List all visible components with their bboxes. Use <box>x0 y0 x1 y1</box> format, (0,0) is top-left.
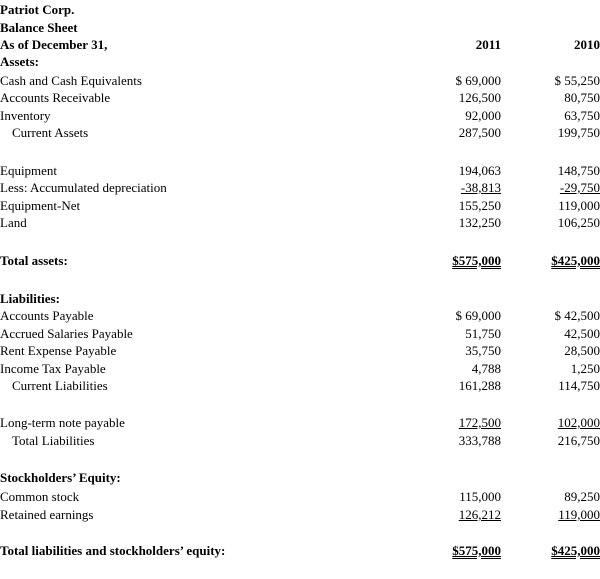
value-2010: 119,000 <box>558 507 600 522</box>
value-2010: 80,750 <box>564 90 600 105</box>
equipment-row <box>0 162 600 179</box>
year-2010-header: 2010 <box>574 37 600 52</box>
equity-heading-row <box>0 469 600 486</box>
accumulated-depreciation-row <box>0 179 600 196</box>
value-2011: 132,250 <box>458 215 501 230</box>
value-2010: $425,000 <box>551 253 600 268</box>
assets-heading-row <box>0 53 600 70</box>
row-label: Retained earnings <box>0 507 94 522</box>
value-2010: 148,750 <box>557 163 600 178</box>
value-2011: $ 69,000 <box>455 73 501 88</box>
liabilities-heading: Liabilities: <box>0 291 60 306</box>
row-label: Current Liabilities <box>12 378 108 393</box>
row-label: Inventory <box>0 108 51 123</box>
row-label: Equipment <box>0 163 58 178</box>
value-2011: 92,000 <box>465 108 501 123</box>
value-2010: $ 42,500 <box>554 308 600 323</box>
as-of-date: As of December 31, <box>0 37 108 52</box>
value-2010: 1,250 <box>570 361 600 376</box>
inventory-row <box>0 107 600 124</box>
value-2011: 333,788 <box>458 433 501 448</box>
value-2011: -38,813 <box>460 180 501 195</box>
value-2011: 51,750 <box>465 326 501 341</box>
value-2011: 4,788 <box>471 361 501 376</box>
income-tax-payable-row <box>0 360 600 377</box>
title-row <box>0 19 600 36</box>
total-liabilities-equity-row <box>0 542 600 559</box>
liabilities-heading-row <box>0 290 600 307</box>
value-2010: 119,000 <box>558 198 600 213</box>
retained-earnings-row <box>0 506 600 523</box>
value-2010: 106,250 <box>557 215 600 230</box>
row-label: Land <box>0 215 27 230</box>
row-label: Less: Accumulated depreciation <box>0 180 167 195</box>
value-2010: 63,750 <box>564 108 600 123</box>
value-2011: $ 69,000 <box>455 308 501 323</box>
value-2010: 114,750 <box>558 378 600 393</box>
value-2011: 126,212 <box>458 507 501 522</box>
salaries-payable-row <box>0 325 600 342</box>
statement-title: Balance Sheet <box>0 20 78 35</box>
value-2010: -29,750 <box>559 180 600 195</box>
row-label: Total assets: <box>0 253 68 268</box>
long-term-note-row <box>0 414 600 431</box>
current-assets-row <box>0 124 600 141</box>
cash-row <box>0 72 600 89</box>
receivable-row <box>0 89 600 106</box>
current-liabilities-row <box>0 377 600 394</box>
company-name: Patriot Corp. <box>0 2 75 17</box>
row-label: Accounts Receivable <box>0 90 111 105</box>
value-2011: 161,288 <box>458 378 501 393</box>
value-2011: 115,000 <box>459 489 501 504</box>
total-assets-row <box>0 252 600 269</box>
value-2010: 42,500 <box>564 326 600 341</box>
total-liabilities-row <box>0 432 600 449</box>
company-row <box>0 1 600 18</box>
assets-heading: Assets: <box>0 54 39 69</box>
row-label: Accounts Payable <box>0 308 94 323</box>
row-label: Current Assets <box>12 125 89 140</box>
value-2011: 194,063 <box>458 163 501 178</box>
value-2011: $575,000 <box>452 543 501 558</box>
value-2010: 102,000 <box>557 415 600 430</box>
rent-payable-row <box>0 342 600 359</box>
value-2011: 172,500 <box>458 415 501 430</box>
row-label: Long-term note payable <box>0 415 125 430</box>
value-2010: 89,250 <box>564 489 600 504</box>
row-label: Accrued Salaries Payable <box>0 326 133 341</box>
row-label: Equipment-Net <box>0 198 81 213</box>
row-label: Common stock <box>0 489 80 504</box>
land-row <box>0 214 600 231</box>
row-label: Total liabilities and stockholders’ equity: <box>0 543 226 558</box>
accounts-payable-row <box>0 307 600 324</box>
row-label: Total Liabilities <box>12 433 95 448</box>
value-2011: 126,500 <box>458 90 501 105</box>
value-2011: 35,750 <box>465 343 501 358</box>
row-label: Cash and Cash Equivalents <box>0 73 142 88</box>
value-2010: $425,000 <box>551 543 600 558</box>
value-2011: 155,250 <box>458 198 501 213</box>
row-label: Income Tax Payable <box>0 361 106 376</box>
value-2010: 216,750 <box>557 433 600 448</box>
equipment-net-row <box>0 197 600 214</box>
row-label: Rent Expense Payable <box>0 343 117 358</box>
value-2011: 287,500 <box>458 125 501 140</box>
value-2010: 28,500 <box>564 343 600 358</box>
year-2011-header: 2011 <box>475 37 501 52</box>
common-stock-row <box>0 488 600 505</box>
as-of-row <box>0 36 600 53</box>
value-2011: $575,000 <box>452 253 501 268</box>
value-2010: $ 55,250 <box>554 73 600 88</box>
value-2010: 199,750 <box>557 125 600 140</box>
equity-heading: Stockholders’ Equity: <box>0 470 121 485</box>
